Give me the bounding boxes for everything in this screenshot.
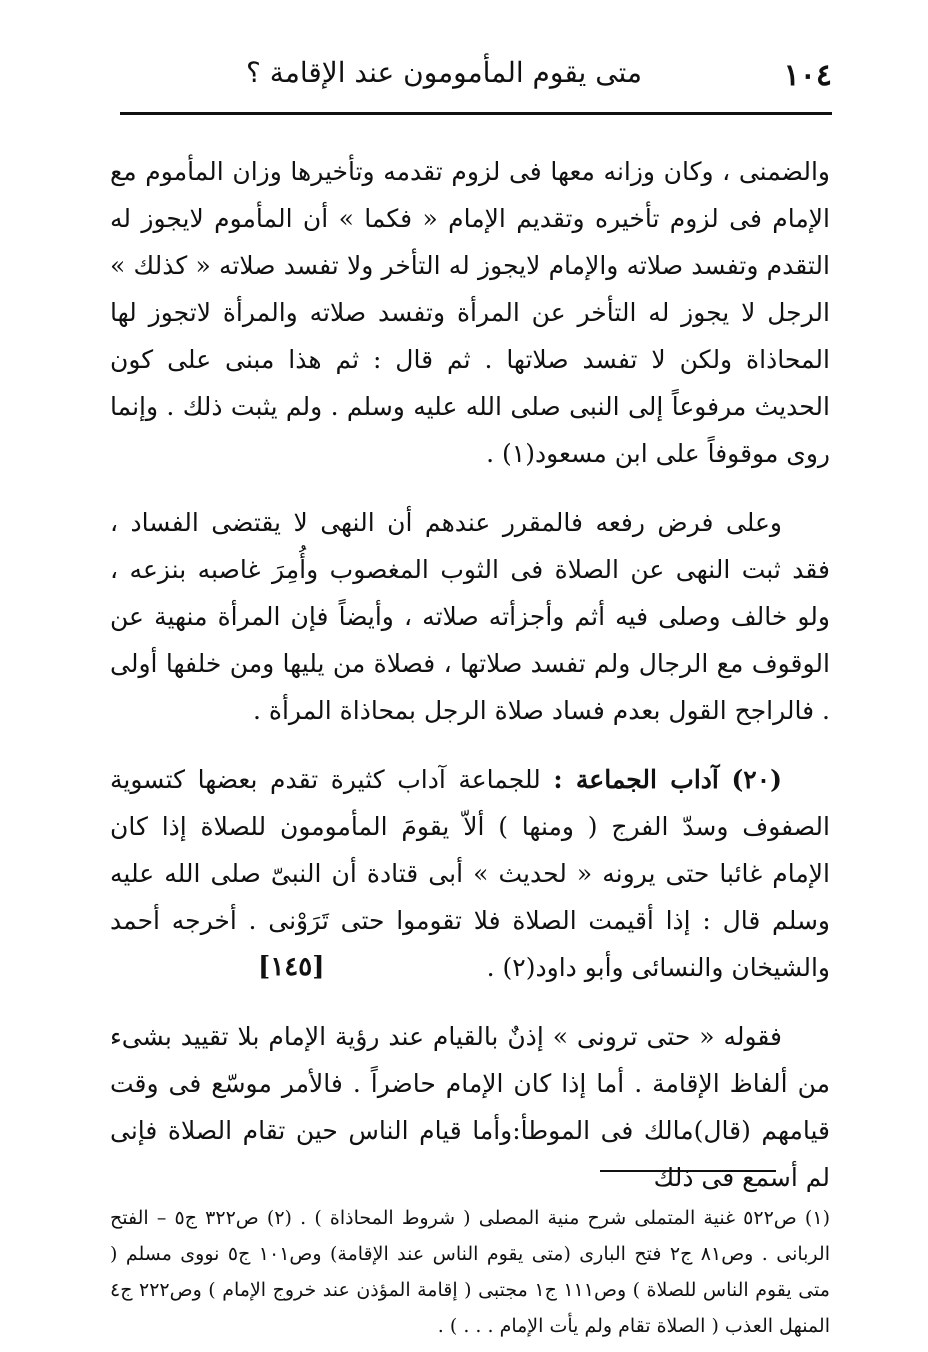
paragraph-2: وعلى فرض رفعه فالمقرر عندهم أن النهى لا يقتضى الفساد ، فقد ثبت النهى عن الصلاة فى الثوب المغصوب وأُمِرَ غاصبه بنزعه ، ولو خالف وصلى فيه أثم وأجزأته صلاته ، وأيضاً فإن المرأة منهية عن الوقوف مع الرجال ولم تفسد صلاتها ، فصلاة من يليها ومن خلفها أولى . فالراجح القول بعدم فساد صلاة الرجل بمحاذاة المرأة . <box>110 508 830 725</box>
section-text: للجماعة آداب كثيرة تقدم بعضها كتسوية الصفوف وسدّ الفرج ( ومنها ) ألاّ يقومَ المأمومون للصلاة إذا كان الإمام غائبا حتى يرونه « لحديث » أبى قتادة أن النبىّ صلى الله عليه وسلم قال : إذا أقيمت الصلاة فلا تقوموا حتى تَرَوْنى . أخرجه أحمد والشيخان والنسائى وأبو داود(٢) . <box>110 765 830 982</box>
hadith-reference-number: [١٤٥] <box>258 952 325 982</box>
section-title: آداب الجماعة : <box>553 765 719 794</box>
paragraph-1: والضمنى ، وكان وزانه معها فى لزوم تقدمه وتأخيرها وزان المأموم مع الإمام فى لزوم تأخيره وتقديم الإمام « فكما » أن المأموم لايجوز له التقدم وتفسد صلاته والإمام لايجوز له التأخر ولا تفسد صلاته « كذلك » الرجل لا يجوز له التأخر عن المرأة وتفسد صلاته والمرأة لاتجوز لها المحاذاة ولكن لا تفسد صلاتها . ثم قال : ثم هذا مبنى على كون الحديث مرفوعاً إلى النبى صلى الله عليه وسلم . ولم يثبت ذلك . وإنما روى موقوفاً على ابن مسعود(١) . <box>110 157 831 468</box>
footnote-text: (١) ص٥٢٢ غنية المتملى شرح منية المصلى ( شروط المحاذاة ) . (٢) ص٣٢٢ ج٥ – الفتح الربانى . وص٨١ ج٢ فتح البارى (متى يقوم الناس عند الإقامة) وص١٠١ ج٥ نووى مسلم ( متى يقوم الناس للصلاة ) وص١١١ ج١ مجتبى ( إقامة المؤذن عند خروج الإمام ) وص٢٢٢ ج٤ المنهل العذب ( الصلاة تقام ولم يأت الإمام . . . ) . <box>110 1207 830 1337</box>
page-number: ١٠٤ <box>783 58 832 93</box>
running-title: متى يقوم المأمومون عند الإقامة ؟ <box>246 56 642 89</box>
main-text <box>110 148 830 1201</box>
paragraph-3 <box>110 756 830 991</box>
section-number: (٢٠) <box>731 765 782 794</box>
footnotes <box>110 1200 830 1344</box>
paragraph-4: فقوله « حتى ترونى » إذنٌ بالقيام عند رؤية الإمام بلا تقييد بشىء من ألفاظ الإقامة . أما إذا كان الإمام حاضراً . فالأمر موسّع فى وقت قيامهم (قال)مالك فى الموطأ:وأما قيام الناس حين تقام الصلاة فإنى لم أسمع فى ذلك <box>110 1022 830 1192</box>
footnote-rule <box>600 1170 776 1172</box>
page-header <box>120 48 832 98</box>
header-rule <box>120 112 832 115</box>
